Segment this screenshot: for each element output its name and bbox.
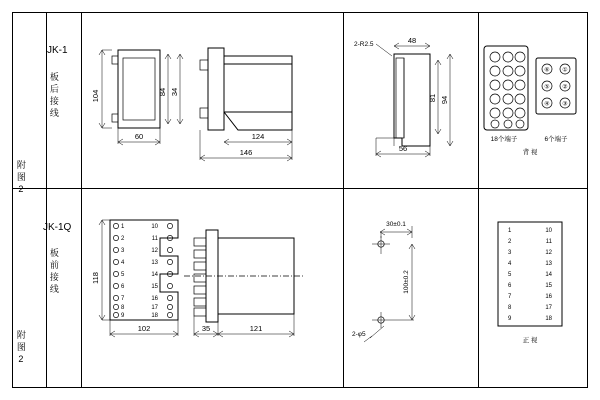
dim-102: 102 xyxy=(137,324,151,333)
face-pin-9: 9 xyxy=(508,316,512,322)
face-pin-2: 2 xyxy=(508,239,512,245)
face-pin-14: 14 xyxy=(545,272,552,278)
face-pin-7: 7 xyxy=(508,294,512,300)
grid-vline-4 xyxy=(478,13,479,387)
pin-label-11: 11 xyxy=(151,236,158,242)
caption-6-terminals: 6个端子 xyxy=(544,136,568,143)
pin-label-9: 9 xyxy=(121,313,125,319)
dim-100-tol: 100±0.2 xyxy=(403,270,410,294)
dim-56: 56 xyxy=(398,144,408,153)
term-3: ③ xyxy=(562,101,568,108)
face-pin-15: 15 xyxy=(545,283,552,289)
caption-rear-view: 背 视 xyxy=(522,149,538,156)
grid-vline-3 xyxy=(343,13,344,387)
dim-124: 124 xyxy=(251,132,265,141)
row1-model-label: JK-1 xyxy=(47,45,68,56)
face-pin-17: 17 xyxy=(545,305,552,311)
note-2-phi5: 2-φ5 xyxy=(352,331,366,338)
grid-hline-1 xyxy=(13,188,587,189)
face-pin-4: 4 xyxy=(508,261,512,267)
pin-label-18: 18 xyxy=(151,313,158,319)
note-2-R2.5: 2-R2.5 xyxy=(354,41,374,48)
pin-label-1: 1 xyxy=(121,224,125,230)
face-pin-1: 1 xyxy=(508,228,512,234)
pin-label-15: 15 xyxy=(151,284,158,290)
pin-label-3: 3 xyxy=(121,248,125,254)
face-pin-13: 13 xyxy=(545,261,552,267)
pin-label-4: 4 xyxy=(121,260,125,266)
face-pin-11: 11 xyxy=(545,239,552,245)
caption-front-view: 正 视 xyxy=(522,337,538,344)
dim-81: 81 xyxy=(428,93,437,103)
dim-118: 118 xyxy=(91,272,100,284)
row1-mount-label: 板后接线 xyxy=(48,72,59,120)
face-pin-8: 8 xyxy=(508,305,512,311)
caption-18-terminals: 18个端子 xyxy=(490,136,518,143)
face-pin-6: 6 xyxy=(508,283,512,289)
pin-label-14: 14 xyxy=(151,272,158,278)
face-pin-18: 18 xyxy=(545,316,552,322)
dim-121: 121 xyxy=(249,324,263,333)
dim-94: 94 xyxy=(440,95,449,105)
dim-48: 48 xyxy=(407,36,417,45)
pin-label-2: 2 xyxy=(121,236,125,242)
dim-30-tol: 30±0.1 xyxy=(386,221,406,228)
pin-label-17: 17 xyxy=(151,305,158,311)
grid-vline-2 xyxy=(81,13,82,387)
face-pin-5: 5 xyxy=(508,272,512,278)
term-5: ⑤ xyxy=(544,84,550,91)
dim-146: 146 xyxy=(239,148,253,157)
pin-label-13: 13 xyxy=(151,260,158,266)
pin-label-8: 8 xyxy=(121,305,125,311)
row2-ref-label: 附图2 xyxy=(15,330,26,367)
face-pin-3: 3 xyxy=(508,250,512,256)
face-pin-16: 16 xyxy=(545,294,552,300)
pin-label-10: 10 xyxy=(151,224,158,230)
dim-34: 34 xyxy=(170,87,179,97)
pin-label-16: 16 xyxy=(151,296,158,302)
dim-104: 104 xyxy=(91,89,100,103)
term-4: ④ xyxy=(544,101,550,108)
term-6: ⑥ xyxy=(544,67,550,74)
pin-label-7: 7 xyxy=(121,296,125,302)
jk1q-mounting-holes-drawing xyxy=(350,212,472,352)
face-pin-10: 10 xyxy=(545,228,552,234)
row1-ref-label: 附图2 xyxy=(15,160,26,197)
row2-mount-label: 板前接线 xyxy=(48,248,59,296)
jk1-terminal-layout xyxy=(482,42,582,157)
jk1-outline-drawing xyxy=(88,30,318,170)
term-1: ① xyxy=(562,67,568,74)
pin-label-12: 12 xyxy=(151,248,158,254)
grid-vline-1 xyxy=(46,13,47,387)
jk1-panel-cutout-drawing xyxy=(352,34,472,164)
dim-60: 60 xyxy=(134,132,144,141)
face-pin-12: 12 xyxy=(545,250,552,256)
jk1q-front-view-drawing xyxy=(88,208,323,358)
term-2: ② xyxy=(562,84,568,91)
row2-model-label: JK-1Q xyxy=(43,222,72,233)
jk1q-face-plate xyxy=(486,216,578,356)
dim-84: 84 xyxy=(158,87,167,97)
pin-label-6: 6 xyxy=(121,284,125,290)
pin-label-5: 5 xyxy=(121,272,125,278)
dim-35: 35 xyxy=(201,324,211,333)
